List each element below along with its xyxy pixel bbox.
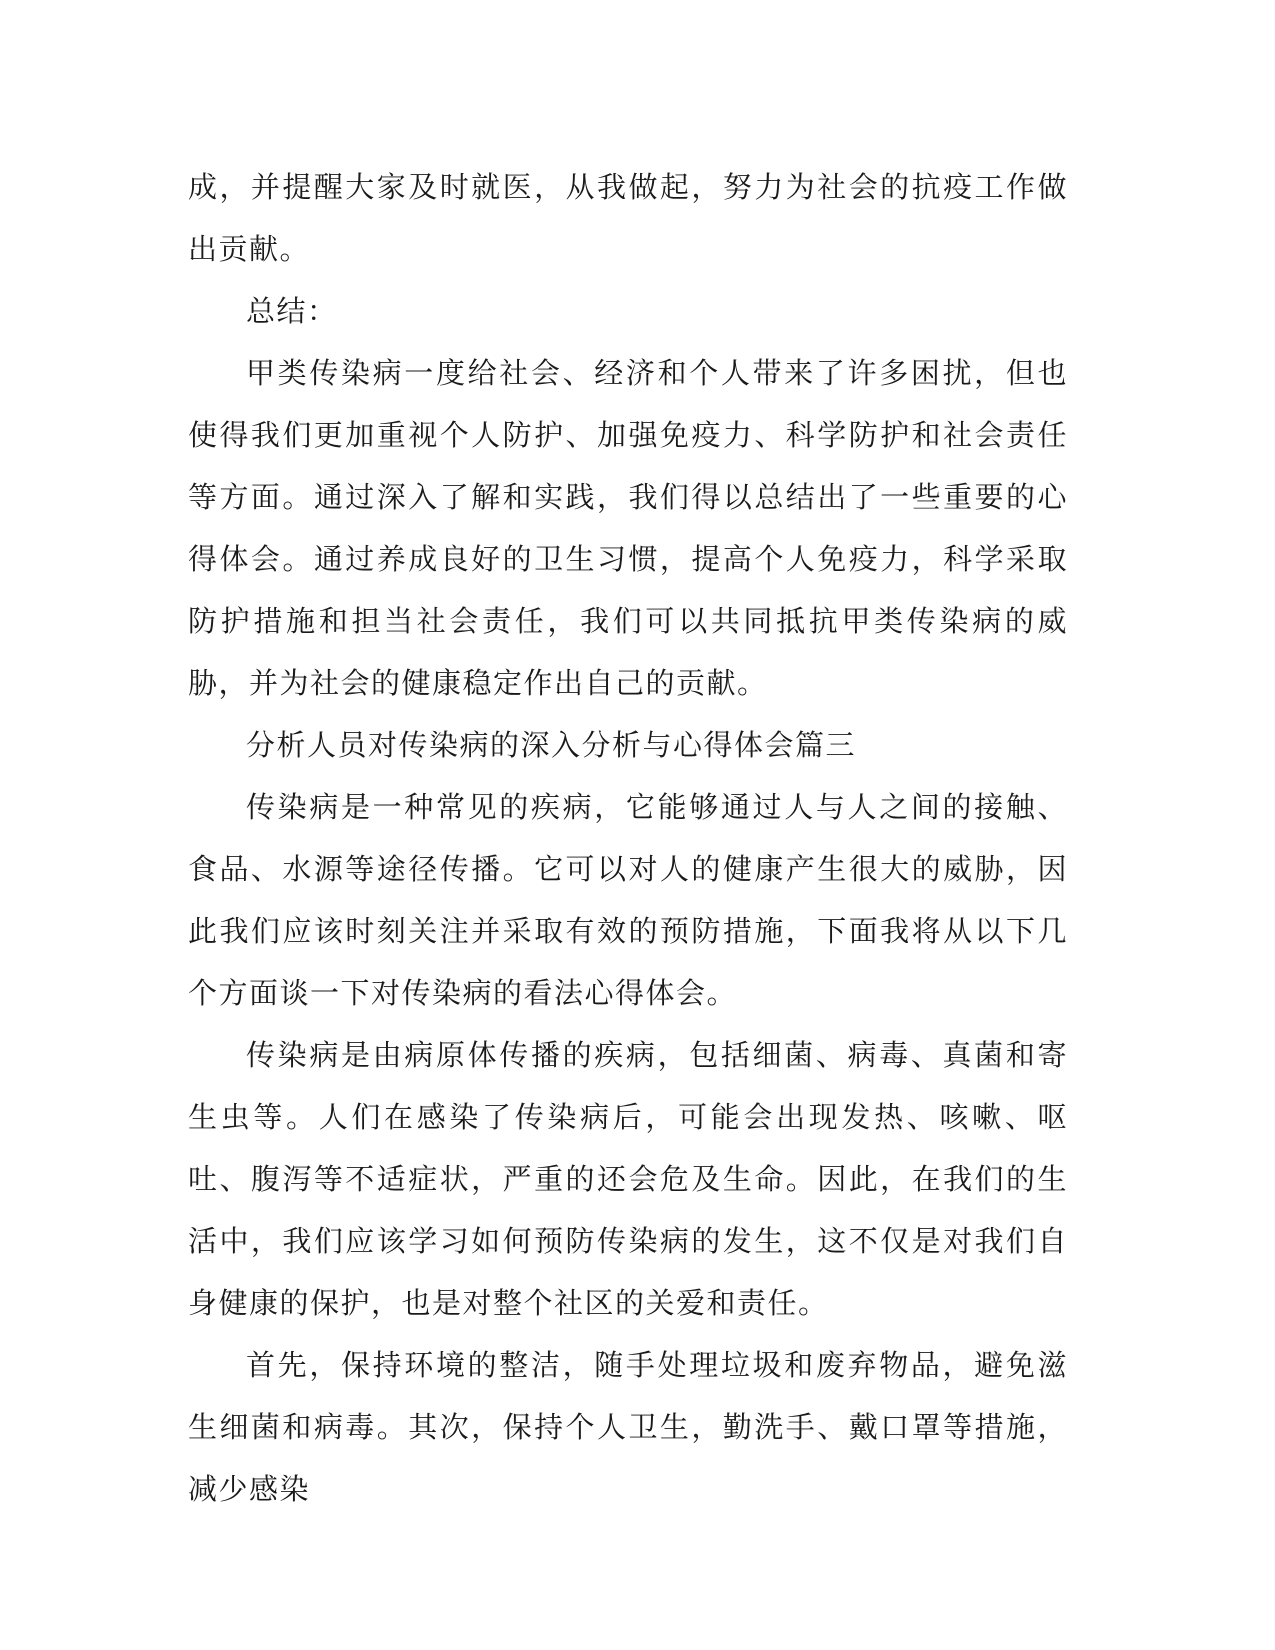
summary-paragraph: 甲类传染病一度给社会、经济和个人带来了许多困扰，但也使得我们更加重视个人防护、加强免疫力、科学防护和社会责任等方面。通过深入了解和实践，我们得以总结出了一些重要的心得体会。通过养成良好的卫生习惯，提高个人免疫力，科学采取防护措施和担当社会责任，我们可以共同抵抗甲类传染病的威胁，并为社会的健康稳定作出自己的贡献。: [188, 356, 1068, 700]
intro-paragraph: 传染病是一种常见的疾病，它能够通过人与人之间的接触、食品、水源等途径传播。它可以对人的健康产生很大的威胁，因此我们应该时刻关注并采取有效的预防措施，下面我将从以下几个方面谈一下对传染病的看法心得体会。: [188, 790, 1068, 1010]
definition-paragraph: 传染病是由病原体传播的疾病，包括细菌、病毒、真菌和寄生虫等。人们在感染了传染病后，可能会出现发热、咳嗽、呕吐、腹泻等不适症状，严重的还会危及生命。因此，在我们的生活中，我们应该学习如何预防传染病的发生，这不仅是对我们自身健康的保护，也是对整个社区的关爱和责任。: [188, 1038, 1068, 1320]
paragraph-continuation: 成，并提醒大家及时就医，从我做起，努力为社会的抗疫工作做出贡献。: [188, 170, 1068, 266]
section-title: 分析人员对传染病的深入分析与心得体会篇三: [246, 728, 857, 762]
summary-heading: 总结：: [246, 294, 338, 328]
prevention-paragraph: 首先，保持环境的整洁，随手处理垃圾和废弃物品，避免滋生细菌和病毒。其次，保持个人卫生，勤洗手、戴口罩等措施，减少感染: [188, 1348, 1068, 1506]
document-body: [188, 156, 1068, 1520]
